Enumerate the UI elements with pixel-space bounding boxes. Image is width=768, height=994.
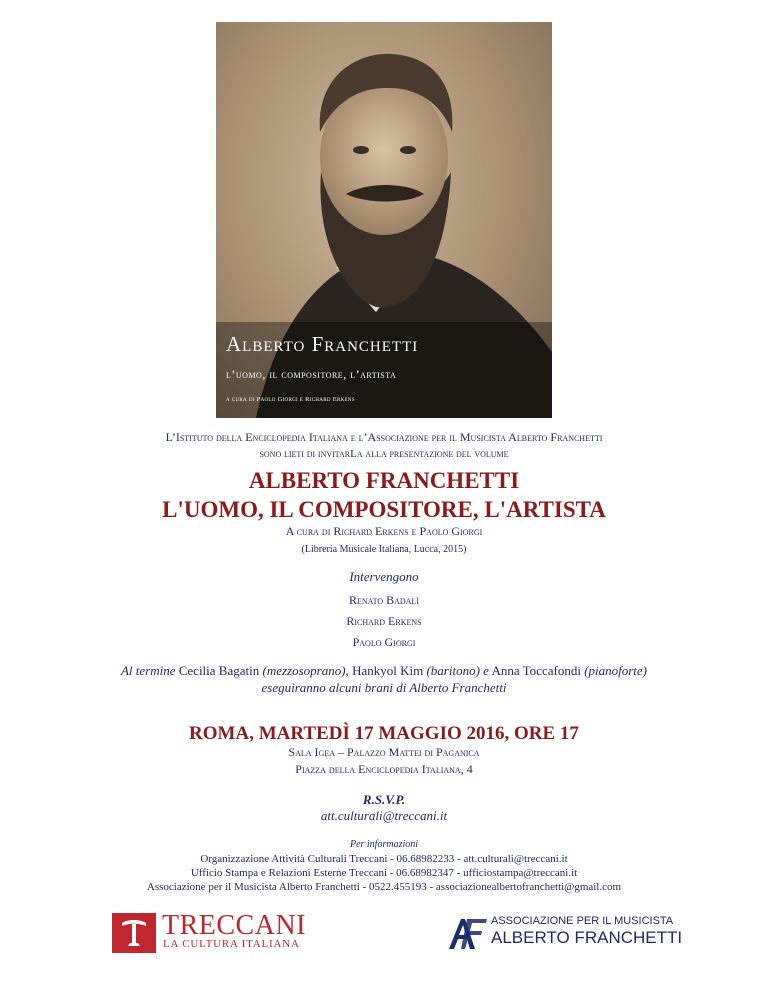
speaker-name: Paolo Giorgi [352, 635, 416, 649]
speakers-label: Intervengono [349, 569, 419, 584]
treccani-mark-icon [112, 913, 156, 953]
performer-role: (mezzosoprano), [262, 663, 349, 678]
performers-line-1 [0, 663, 768, 679]
book-title-line-2: L'UOMO, IL COMPOSITORE, L'ARTISTA [162, 497, 606, 522]
performers-intro: Al termine [120, 663, 176, 678]
performer-role: (baritono) e [426, 663, 489, 678]
curated-by: A cura di Richard Erkens e Paolo Giorgi [285, 524, 483, 538]
publisher-note: (Libreria Musicale Italiana, Lucca, 2015) [301, 544, 467, 555]
book-title-line-1: ALBERTO FRANCHETTI [248, 468, 520, 493]
cover-title: Alberto Franchetti [226, 332, 419, 356]
portrait-illustration [216, 22, 552, 418]
cover-subtitle: l’uomo, il compositore, l’artista [226, 367, 397, 381]
rsvp-email[interactable]: att.culturali@treccani.it [320, 808, 448, 823]
treccani-tagline: LA CULTURA ITALIANA [163, 938, 300, 950]
speaker-name: Renato Badalì [349, 593, 419, 607]
association-line-1: ASSOCIAZIONE PER IL MUSICISTA [491, 915, 674, 927]
event-date: ROMA, MARTEDÌ 17 MAGGIO 2016, ORE 17 [189, 723, 579, 744]
event-venue: Sala Igea – Palazzo Mattei di Paganica [288, 745, 480, 759]
intro-line-2: sono lieti di invitarLa alla presentazione del volume [259, 448, 509, 460]
performer-role: (pianoforte) [584, 663, 648, 678]
rsvp-label: R.S.V.P. [362, 792, 406, 807]
association-logo [445, 913, 683, 957]
intro-line-1: L’Istituto della Enciclopedia Italiana e l’Associazione per il Musicista Alberto Franchetti [165, 430, 603, 444]
af-monogram-icon [445, 915, 489, 953]
info-line: Organizzazione Attività Culturali Treccani - 06.68982233 - att.culturali@treccani.it [200, 853, 568, 865]
info-line: Associazione per il Musicista Alberto Franchetti - 0522.455193 - associazionealbertofranchetti@gmail.com [146, 881, 622, 893]
info-line: Ufficio Stampa e Relazioni Esterne Treccani - 06.68982347 - ufficiostampa@treccani.it [190, 867, 578, 879]
performer-name: Anna Toccafondi [491, 663, 581, 678]
performers-line-2: eseguiranno alcuni brani di Alberto Franchetti [261, 680, 507, 695]
speaker-name: Richard Erkens [346, 614, 422, 628]
performer-name: Cecilia Bagatin [178, 663, 260, 678]
association-line-2: ALBERTO FRANCHETTI [491, 928, 683, 947]
treccani-name: TRECCANI [162, 910, 306, 941]
event-address: Piazza della Enciclopedia Italiana, 4 [295, 762, 473, 776]
performer-name: Hankyol Kim [352, 663, 424, 678]
book-cover [216, 22, 552, 418]
cover-editors: a cura di Paolo Giorgi e Richard Erkens [226, 396, 355, 403]
info-label: Per informazioni [349, 839, 419, 850]
